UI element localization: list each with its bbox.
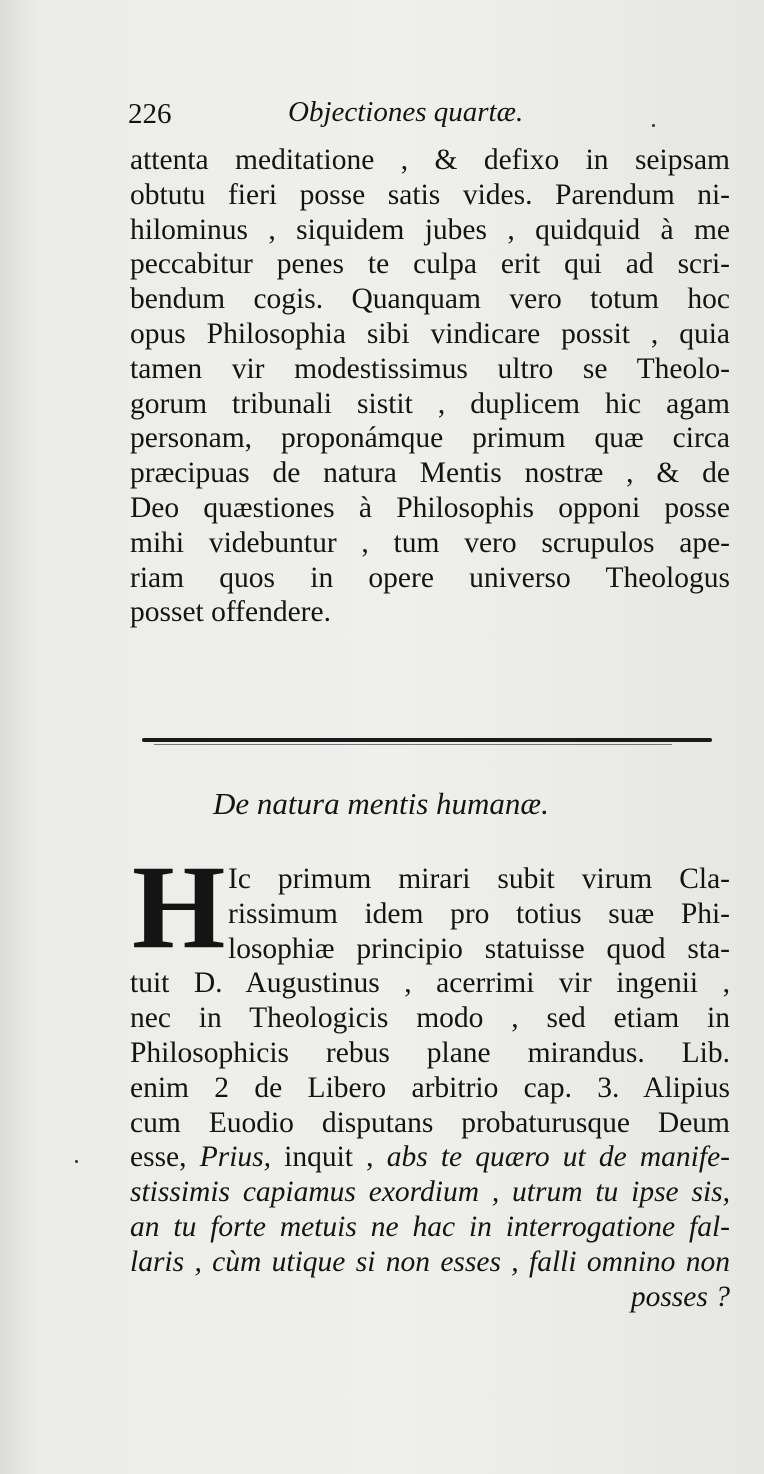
text-line: Deo quæstiones à Philosophis opponi posse	[130, 491, 730, 524]
text-fragment: inquit ,	[271, 1141, 387, 1174]
italic-fragment: abs te quæro ut de manife-	[386, 1141, 730, 1174]
italic-text-line: stissimis capiamus exordium , utrum tu ipse sis,	[130, 1176, 730, 1209]
text-line: losophiæ principio statuisse quod sta-	[228, 932, 730, 965]
paragraph-2	[130, 862, 730, 1314]
text-fragment: esse,	[130, 1141, 200, 1174]
italic-text-line: posses ?	[630, 1280, 730, 1313]
text-line: tuit D. Augustinus , acerrimi vir ingenii ,	[130, 967, 730, 1000]
text-line: præcipuas de natura Mentis nostræ , & de	[130, 457, 730, 490]
text-line: Ic primum mirari subit virum Cla-	[228, 863, 730, 895]
text-line: attenta meditatione , & defixo in seipsam	[130, 144, 730, 176]
text-line: gorum tribunali sistit , duplicem hic agam	[130, 387, 730, 420]
text-line: obtutu fieri posse satis vides. Parendum ni-	[130, 178, 730, 211]
text-line: Philosophicis rebus plane mirandus. Lib.	[130, 1036, 730, 1069]
text-line: enim 2 de Libero arbitrio cap. 3. Alipius	[130, 1071, 730, 1104]
italic-text-line: laris , cùm utique si non esses , falli omnino non	[130, 1245, 730, 1278]
text-line: hilominus , siquidem jubes , quidquid à me	[130, 213, 730, 246]
italic-text-line: an tu forte metuis ne hac in interrogatione fal-	[130, 1210, 730, 1243]
print-speck	[75, 1160, 78, 1163]
mixed-text-line	[130, 1140, 730, 1175]
paragraph-1	[130, 143, 730, 630]
section-title: De natura mentis humanæ.	[213, 786, 549, 821]
text-line: tamen vir modestissimus ultro se Theolo-	[130, 352, 730, 385]
running-title: Objectiones quartæ.	[288, 96, 524, 128]
text-line: bendum cogis. Quanquam vero totum hoc	[130, 283, 730, 316]
text-line: riam quos in opere universo Theologus	[130, 561, 730, 594]
text-line: mihi videbuntur , tum vero scrupulos ape-	[130, 526, 730, 559]
page-header	[128, 92, 728, 132]
text-line: peccabitur penes te culpa erit qui ad scri-	[130, 248, 730, 281]
text-line: rissimum idem pro totius suæ Phi-	[228, 897, 730, 930]
page-number: 226	[128, 98, 172, 130]
print-speck	[652, 124, 655, 127]
section-divider	[142, 738, 712, 742]
drop-cap-initial: H	[132, 840, 226, 973]
text-line: personam, proponámque primum quæ circa	[130, 422, 730, 455]
text-line: posset offendere.	[130, 596, 331, 629]
text-line: opus Philosophia sibi vindicare possit , quia	[130, 317, 730, 350]
text-line: cum Euodio disputans probaturusque Deum	[130, 1106, 730, 1139]
text-line: nec in Theologicis modo , sed etiam in	[130, 1002, 730, 1035]
italic-fragment: Prius,	[199, 1141, 271, 1174]
